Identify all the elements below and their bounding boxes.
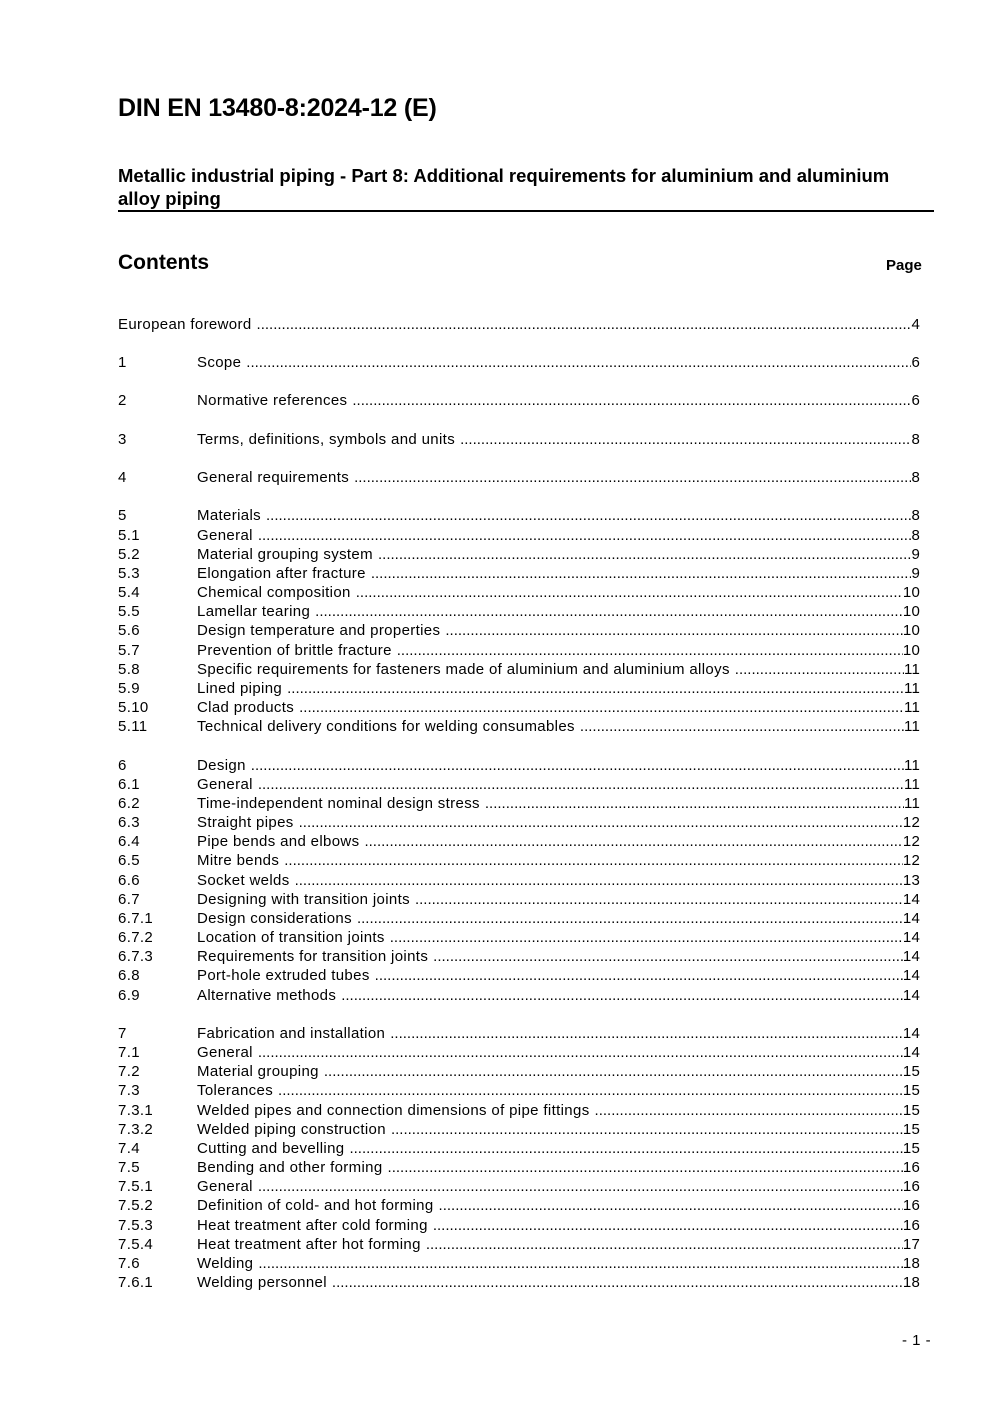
toc-entry-page: 9 [911, 546, 920, 563]
toc-entry-page: 16 [902, 1217, 920, 1234]
toc-entry-line [197, 468, 920, 487]
toc-entry-page: 11 [904, 699, 920, 716]
toc-entry-number: 7.3 [118, 1082, 140, 1099]
toc-entry-line [197, 545, 920, 564]
toc-entry[interactable] [118, 1081, 920, 1100]
toc-entry-title: Location of transition joints [197, 928, 390, 947]
toc-entry-page: 10 [902, 642, 920, 659]
toc-dot-leader [415, 890, 903, 909]
toc-dot-leader [251, 756, 904, 775]
toc-entry-page: 8 [911, 507, 920, 524]
toc-entry-number: 5.3 [118, 565, 140, 582]
toc-dot-leader [433, 1216, 903, 1235]
toc-entry-page: 15 [902, 1140, 920, 1157]
toc-entry-number: 6.4 [118, 833, 140, 850]
toc-dot-leader [433, 947, 903, 966]
page-column-label: Page [886, 257, 922, 274]
toc-entry-title: Prevention of brittle fracture [197, 641, 397, 660]
toc-dot-leader [299, 813, 903, 832]
toc-entry-line [197, 391, 920, 410]
toc-entry-number: 5.6 [118, 622, 140, 639]
toc-entry[interactable] [118, 621, 920, 640]
toc-entry-line [197, 890, 920, 909]
toc-entry-line [197, 813, 920, 832]
toc-entry-number: 7.2 [118, 1063, 140, 1080]
toc-dot-leader [390, 928, 903, 947]
toc-entry-number: 5 [118, 507, 127, 524]
toc-dot-leader [378, 545, 911, 564]
toc-dot-leader [332, 1273, 903, 1292]
toc-entry-number: 5.8 [118, 661, 140, 678]
toc-dot-leader [357, 909, 903, 928]
toc-entry-line [197, 1120, 920, 1139]
toc-entry-number: 5.10 [118, 699, 149, 716]
toc-entry-line [197, 621, 920, 640]
toc-entry-line [197, 928, 920, 947]
toc-entry-title: Welding personnel [197, 1273, 332, 1292]
toc-entry-title: Socket welds [197, 871, 295, 890]
toc-entry-title: Welded pipes and connection dimensions of pipe fittings [197, 1101, 595, 1120]
toc-entry-number: 5.9 [118, 680, 140, 697]
toc-entry[interactable] [118, 660, 920, 679]
toc-entry-title: Design considerations [197, 909, 357, 928]
toc-entry-title: General [197, 775, 258, 794]
toc-entry-number: 7 [118, 1025, 127, 1042]
toc-dot-leader [364, 832, 902, 851]
toc-entry-number: 7.5.2 [118, 1197, 154, 1214]
toc-entry-page: 10 [902, 584, 920, 601]
toc-entry-number: 7.3.1 [118, 1102, 154, 1119]
toc-entry-page: 11 [904, 718, 920, 735]
toc-entry-title: Straight pipes [197, 813, 299, 832]
toc-entry-page: 14 [902, 929, 920, 946]
toc-dot-leader [485, 794, 904, 813]
toc-dot-leader [445, 621, 903, 640]
toc-entry-page: 18 [902, 1274, 920, 1291]
toc-entry-number: 6.8 [118, 967, 140, 984]
toc-dot-leader [371, 564, 912, 583]
toc-entry-line [197, 660, 920, 679]
toc-entry-page: 11 [904, 795, 920, 812]
toc-entry-number: 7.6 [118, 1255, 140, 1272]
toc-entry-line [197, 698, 920, 717]
toc-entry[interactable] [118, 698, 920, 717]
toc-dot-leader [315, 602, 903, 621]
toc-entry-number: 5.1 [118, 527, 140, 544]
toc-entry-title: Materials [197, 506, 266, 525]
toc-dot-leader [595, 1101, 903, 1120]
toc-entry-page: 8 [911, 527, 920, 544]
toc-entry-title: Designing with transition joints [197, 890, 415, 909]
page-number: - 1 - [902, 1332, 932, 1349]
toc-entry-line [197, 1139, 920, 1158]
toc-entry-title: Lined piping [197, 679, 287, 698]
toc-entry[interactable] [118, 679, 920, 698]
toc-dot-leader [258, 775, 904, 794]
toc-entry-page: 14 [902, 967, 920, 984]
toc-dot-leader [287, 679, 904, 698]
toc-entry-page: 11 [904, 680, 920, 697]
toc-entry[interactable] [118, 391, 920, 410]
toc-entry-line [197, 832, 920, 851]
toc-entry-title: Design [197, 756, 251, 775]
toc-dot-leader [397, 641, 903, 660]
toc-entry-title: Material grouping system [197, 545, 378, 564]
toc-entry-title: Tolerances [197, 1081, 278, 1100]
toc-entry-number: 6.2 [118, 795, 140, 812]
toc-entry-line [197, 1254, 920, 1273]
toc-entry[interactable] [118, 526, 920, 545]
toc-dot-leader [341, 986, 903, 1005]
toc-dot-leader [324, 1062, 903, 1081]
toc-dot-leader [349, 1139, 902, 1158]
toc-entry[interactable] [118, 545, 920, 564]
toc-entry-page: 16 [902, 1159, 920, 1176]
toc-entry-line [197, 506, 920, 525]
toc-entry-line [197, 947, 920, 966]
toc-entry-page: 13 [902, 872, 920, 889]
toc-entry-page: 6 [911, 354, 920, 371]
toc-entry[interactable] [118, 315, 920, 334]
toc-entry-number: 3 [118, 431, 127, 448]
toc-dot-leader [266, 506, 911, 525]
toc-entry-number: 5.4 [118, 584, 140, 601]
toc-entry-page: 8 [911, 469, 920, 486]
toc-entry-line [197, 986, 920, 1005]
toc-entry[interactable] [118, 1024, 920, 1043]
toc-entry-title: Mitre bends [197, 851, 284, 870]
toc-dot-leader [580, 717, 904, 736]
toc-entry-line [197, 1101, 920, 1120]
toc-entry-page: 17 [902, 1236, 920, 1253]
toc-entry[interactable] [118, 986, 920, 1005]
toc-entry[interactable] [118, 1139, 920, 1158]
toc-entry[interactable] [118, 851, 920, 870]
toc-dot-leader [258, 1177, 903, 1196]
toc-dot-leader [278, 1081, 903, 1100]
toc-entry-page: 4 [911, 316, 920, 333]
toc-entry-page: 11 [904, 776, 920, 793]
toc-entry-line [197, 966, 920, 985]
toc-entry-title: Pipe bends and elbows [197, 832, 364, 851]
toc-entry-page: 14 [902, 948, 920, 965]
toc-entry[interactable] [118, 813, 920, 832]
toc-entry-title: Chemical composition [197, 583, 356, 602]
toc-entry-number: 6.7.3 [118, 948, 154, 965]
toc-dot-leader [354, 468, 911, 487]
toc-entry-number: 6.3 [118, 814, 140, 831]
toc-entry-title: Definition of cold- and hot forming [197, 1196, 439, 1215]
toc-entry-line [197, 1177, 920, 1196]
toc-entry-title: Specific requirements for fasteners made of aluminium and aluminium alloys [197, 660, 735, 679]
toc-entry-title: Alternative methods [197, 986, 341, 1005]
toc-entry[interactable] [118, 775, 920, 794]
toc-dot-leader [284, 851, 903, 870]
toc-entry-page: 10 [902, 622, 920, 639]
toc-dot-leader [388, 1158, 903, 1177]
toc-dot-leader [295, 871, 903, 890]
toc-entry-line [197, 526, 920, 545]
toc-entry-number: 4 [118, 469, 127, 486]
toc-entry-number: 7.5.4 [118, 1236, 154, 1253]
toc-entry-line [197, 717, 920, 736]
document-title: Metallic industrial piping - Part 8: Additional requirements for aluminium and aluminium alloy piping [118, 165, 890, 209]
toc-entry-title: Clad products [197, 698, 299, 717]
toc-entry[interactable] [118, 583, 920, 602]
toc-entry-line [197, 1158, 920, 1177]
toc-entry-page: 18 [902, 1255, 920, 1272]
toc-entry-page: 12 [902, 814, 920, 831]
contents-heading: Contents [118, 251, 209, 274]
toc-entry-number: 7.5.1 [118, 1178, 154, 1195]
toc-entry-line [197, 1235, 920, 1254]
toc-entry[interactable] [118, 564, 920, 583]
toc-entry-title: Fabrication and installation [197, 1024, 390, 1043]
toc-entry-number: 6.6 [118, 872, 140, 889]
toc-dot-leader [299, 698, 904, 717]
toc-entry-title: Elongation after fracture [197, 564, 371, 583]
toc-entry-number: 6.1 [118, 776, 140, 793]
toc-entry-title: General [197, 1177, 258, 1196]
toc-entry-number: 6.7 [118, 891, 140, 908]
toc-entry[interactable] [118, 1254, 920, 1273]
toc-entry-page: 10 [902, 603, 920, 620]
toc-entry-line [197, 1062, 920, 1081]
toc-entry-title: Terms, definitions, symbols and units [197, 430, 460, 449]
toc-entry[interactable] [118, 506, 920, 525]
toc-dot-leader [257, 315, 912, 334]
toc-entry-line [197, 1043, 920, 1062]
toc-dot-leader [390, 1024, 903, 1043]
toc-entry-page: 14 [902, 1044, 920, 1061]
toc-entry-page: 16 [902, 1197, 920, 1214]
toc-entry-title: Heat treatment after cold forming [197, 1216, 433, 1235]
toc-entry-title: Requirements for transition joints [197, 947, 433, 966]
toc-entry[interactable] [118, 871, 920, 890]
toc-entry-title: Heat treatment after hot forming [197, 1235, 426, 1254]
toc-entry-title: Cutting and bevelling [197, 1139, 349, 1158]
toc-entry-page: 14 [902, 891, 920, 908]
toc-entry[interactable] [118, 966, 920, 985]
toc-entry-number: 6.7.2 [118, 929, 154, 946]
toc-entry[interactable] [118, 832, 920, 851]
toc-entry-page: 15 [902, 1082, 920, 1099]
toc-entry-number: 7.3.2 [118, 1121, 154, 1138]
toc-entry-title: General [197, 526, 258, 545]
toc-entry-title: Scope [197, 353, 246, 372]
toc-entry[interactable] [118, 1177, 920, 1196]
toc-entry-number: 7.6.1 [118, 1274, 154, 1291]
toc-entry[interactable] [118, 928, 920, 947]
toc-entry-number: 7.5.3 [118, 1217, 154, 1234]
toc-entry-number: 5.2 [118, 546, 140, 563]
toc-entry-page: 11 [904, 757, 920, 774]
toc-entry[interactable] [118, 1273, 920, 1292]
toc-entry-page: 14 [902, 910, 920, 927]
toc-entry[interactable] [118, 602, 920, 621]
toc-entry-page: 16 [902, 1178, 920, 1195]
toc-entry-page: 12 [902, 833, 920, 850]
toc-entry[interactable] [118, 1101, 920, 1120]
toc-entry[interactable] [118, 1216, 920, 1235]
toc-entry-number: 1 [118, 354, 127, 371]
toc-entry-page: 14 [902, 987, 920, 1004]
toc-entry-title: Normative references [197, 391, 352, 410]
toc-entry[interactable] [118, 717, 920, 736]
toc-entry[interactable] [118, 1062, 920, 1081]
toc-dot-leader [258, 526, 912, 545]
toc-entry[interactable] [118, 430, 920, 449]
toc-entry-title: Bending and other forming [197, 1158, 388, 1177]
toc-entry[interactable] [118, 1196, 920, 1215]
toc-entry-title: General requirements [197, 468, 354, 487]
toc-entry-title: European foreword [118, 315, 257, 334]
toc-entry-title: Welding [197, 1254, 258, 1273]
toc-entry-line [197, 679, 920, 698]
toc-entry-title: Design temperature and properties [197, 621, 445, 640]
toc-entry-title: Welded piping construction [197, 1120, 391, 1139]
toc-entry[interactable] [118, 909, 920, 928]
toc-entry[interactable] [118, 641, 920, 660]
toc-dot-leader [258, 1254, 903, 1273]
toc-entry-number: 6 [118, 757, 127, 774]
toc-entry-page: 8 [911, 431, 920, 448]
toc-entry[interactable] [118, 353, 920, 372]
toc-entry-line [197, 1081, 920, 1100]
toc-entry-line [197, 602, 920, 621]
toc-dot-leader [356, 583, 903, 602]
toc-entry-page: 15 [902, 1063, 920, 1080]
toc-entry-line [197, 583, 920, 602]
toc-entry-line [197, 430, 920, 449]
toc-entry-line [197, 794, 920, 813]
toc-entry-number: 5.11 [118, 718, 148, 735]
toc-dot-leader [352, 391, 911, 410]
toc-dot-leader [460, 430, 911, 449]
toc-entry[interactable] [118, 468, 920, 487]
toc-entry-number: 2 [118, 392, 127, 409]
toc-entry-number: 5.5 [118, 603, 140, 620]
toc-entry-line [197, 1196, 920, 1215]
toc-entry-line [197, 1273, 920, 1292]
toc-entry-line [197, 756, 920, 775]
toc-entry-page: 9 [911, 565, 920, 582]
toc-entry-title: Technical delivery conditions for welding consumables [197, 717, 580, 736]
toc-entry-page: 12 [902, 852, 920, 869]
toc-entry-line [197, 775, 920, 794]
toc-entry-line [197, 909, 920, 928]
toc-entry-line [197, 353, 920, 372]
toc-entry-title: Time-independent nominal design stress [197, 794, 485, 813]
toc-entry-page: 15 [902, 1121, 920, 1138]
toc-entry[interactable] [118, 890, 920, 909]
toc-entry-number: 6.5 [118, 852, 140, 869]
toc-entry-number: 7.5 [118, 1159, 140, 1176]
toc-entry-line [197, 641, 920, 660]
toc-entry-line [197, 564, 920, 583]
document-designation: DIN EN 13480-8:2024-12 (E) [118, 94, 437, 122]
toc-dot-leader [258, 1043, 903, 1062]
toc-entry-title: Port-hole extruded tubes [197, 966, 375, 985]
toc-entry-page: 15 [902, 1102, 920, 1119]
toc-entry[interactable] [118, 756, 920, 775]
toc-entry-line [197, 1024, 920, 1043]
toc-entry-page: 11 [904, 661, 920, 678]
toc-dot-leader [246, 353, 911, 372]
toc-entry-title: Lamellar tearing [197, 602, 315, 621]
toc-entry-line [197, 871, 920, 890]
toc-entry[interactable] [118, 1120, 920, 1139]
toc-entry[interactable] [118, 794, 920, 813]
toc-entry-title: General [197, 1043, 258, 1062]
toc-entry-number: 7.1 [118, 1044, 140, 1061]
toc-dot-leader [391, 1120, 903, 1139]
toc-entry-title: Material grouping [197, 1062, 324, 1081]
toc-entry[interactable] [118, 1235, 920, 1254]
toc-entry[interactable] [118, 947, 920, 966]
toc-entry-number: 7.4 [118, 1140, 140, 1157]
toc-entry-number: 6.7.1 [118, 910, 154, 927]
toc-dot-leader [439, 1196, 903, 1215]
toc-dot-leader [375, 966, 903, 985]
toc-entry[interactable] [118, 1158, 920, 1177]
toc-entry[interactable] [118, 1043, 920, 1062]
toc-entry-line [197, 851, 920, 870]
toc-dot-leader [426, 1235, 903, 1254]
toc-entry-number: 5.7 [118, 642, 140, 659]
toc-entry-page: 6 [911, 392, 920, 409]
toc-dot-leader [735, 660, 904, 679]
toc-entry-page: 14 [902, 1025, 920, 1042]
toc-entry-line [118, 315, 920, 334]
toc-entry-line [197, 1216, 920, 1235]
toc-entry-number: 6.9 [118, 987, 140, 1004]
